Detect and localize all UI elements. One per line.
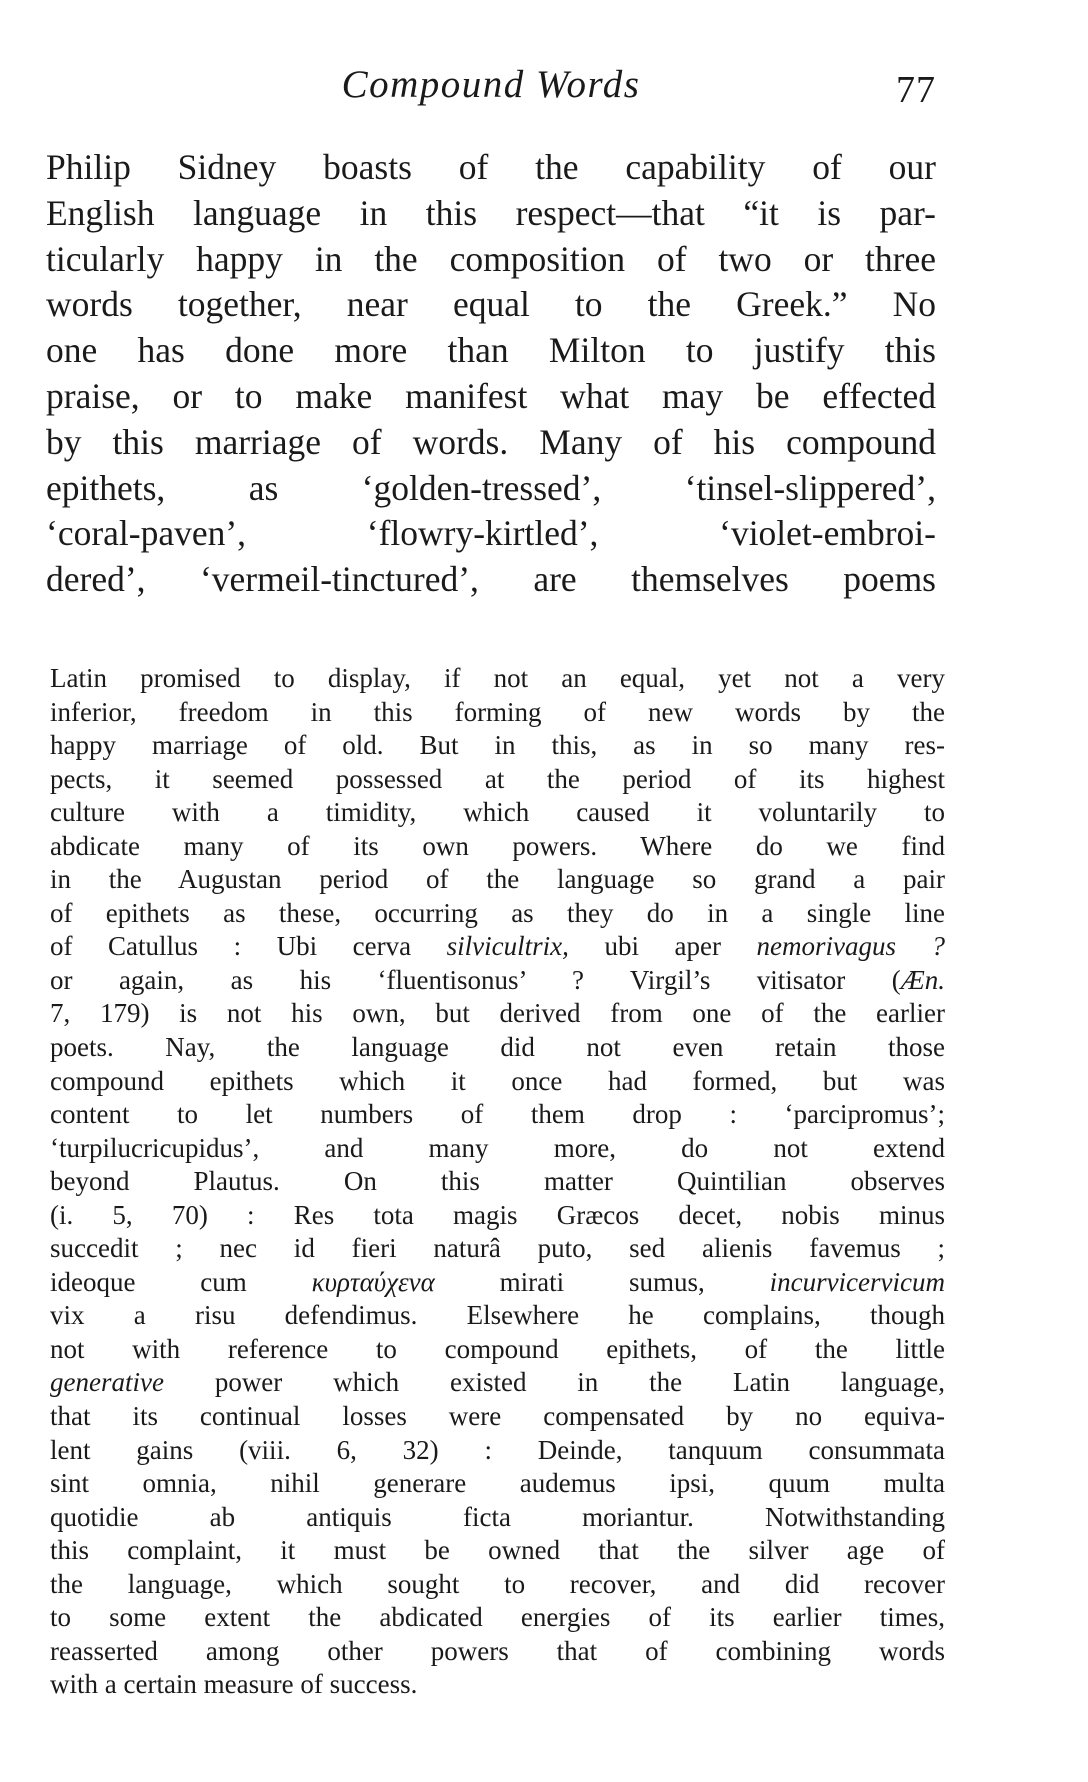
footnote-line: not with reference to compound epithets, of the little [50,1333,945,1364]
body-line: Philip Sidney boasts of the capability of our [46,147,936,187]
footnote-line: that its continual losses were compensated by no equiva- [50,1401,945,1432]
footnote-line: or again, as his ‘fluentisonus’ ? Virgil’s vitisator (Æn. [50,964,945,995]
body-line: praise, or to make manifest what may be effected [46,375,936,416]
footnote-line: abdicate many of its own powers. Where do we find [50,830,945,861]
body-line: epithets, as ‘golden-tressed’, ‘tinsel-slippered’, [46,467,936,508]
footnote-line: sint omnia, nihil generare audemus ipsi, quum multa [50,1468,945,1499]
footnote-line: this complaint, it must be owned that the silver age of [50,1535,945,1566]
footnote-line: pects, it seemed possessed at the period of its highest [50,763,945,794]
footnote-line: culture with a timidity, which caused it voluntarily to [50,797,945,828]
footnote-line: compound epithets which it once had formed, but was [50,1065,945,1096]
body-line: one has done more than Milton to justify this [46,330,936,371]
body-line: words together, near equal to the Greek.” No [46,284,936,325]
footnote-line: generative power which existed in the Latin language, [50,1367,946,1398]
body-line: ‘coral-paven’, ‘flowry-kirtled’, ‘violet-embroi- [46,513,936,554]
footnote-line: in the Augustan period of the language so grand a pair [50,864,945,895]
body-line: ticularly happy in the composition of two or three [46,238,936,279]
footnote-line: of epithets as these, occurring as they do in a single line [50,897,945,928]
body-line: dered’, ‘vermeil-tinctured’, are themselves poems [46,559,936,600]
page-number: 77 [896,69,936,111]
footnote-line: ideoque cum κυρταύχενα mirati sumus, incurvicervicum [50,1266,945,1297]
footnote-line: beyond Plautus. On this matter Quintilian observes [50,1166,945,1197]
footnote [50,662,945,1702]
footnote-line: ‘turpilucricupidus’, and many more, do not extend [50,1132,945,1163]
footnote-line: to some extent the abdicated energies of its earlier times, [50,1602,945,1633]
footnote-line: of Catullus : Ubi cerva silvicultrix, ubi aper nemorivagus ? [50,931,946,962]
footnote-line: vix a risu defendimus. Elsewhere he complains, though [50,1300,945,1331]
footnote-line: Latin promised to display, if not an equal, yet not a very [50,663,945,693]
page-header [46,58,936,114]
main-paragraph [46,145,936,603]
footnote-line: reasserted among other powers that of combining words [50,1635,945,1666]
footnote-line: lent gains (viii. 6, 32) : Deinde, tanquum consummata [50,1434,945,1465]
footnote-line: quotidie ab antiquis ficta moriantur. Notwithstanding [50,1501,945,1532]
footnote-line: the language, which sought to recover, and did recover [50,1568,945,1599]
footnote-line: 7, 179) is not his own, but derived from one of the earlier [50,998,945,1029]
footnote-line: content to let numbers of them drop : ‘parcipromus’; [50,1099,945,1130]
body-line: English language in this respect—that “it is par- [46,192,936,233]
footnote-line: happy marriage of old. But in this, as in so many res- [50,730,945,761]
footnote-line: poets. Nay, the language did not even retain those [50,1032,945,1063]
body-line: by this marriage of words. Many of his compound [46,421,936,462]
footnote-line: inferior, freedom in this forming of new words by the [50,696,945,727]
footnote-line: (i. 5, 70) : Res tota magis Græcos decet, nobis minus [50,1199,945,1230]
footnote-line: with a certain measure of success. [50,1669,418,1700]
running-title: Compound Words [341,63,641,106]
footnote-line: succedit ; nec id fieri naturâ puto, sed alienis favemus ; [50,1233,945,1264]
